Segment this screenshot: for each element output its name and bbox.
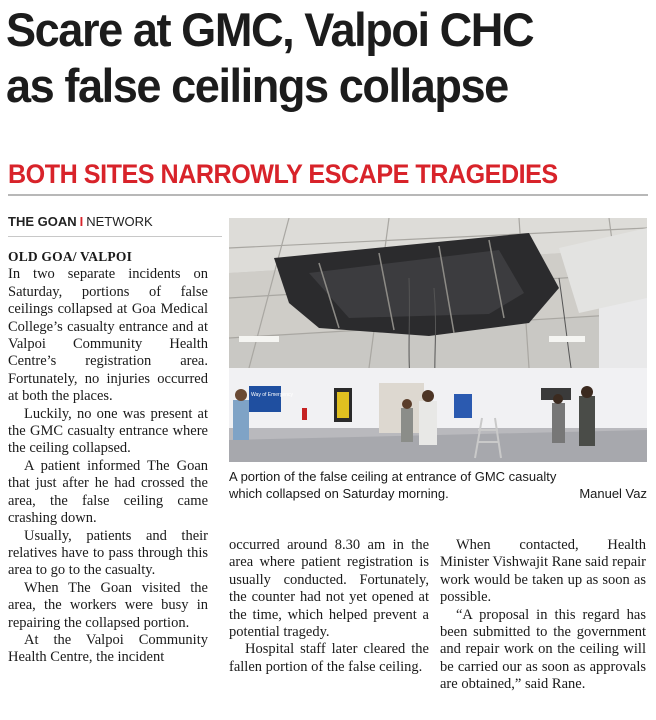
paragraph: When contacted, Health Minister Vishwajit Rane said repair work would be taken up as soon as possible.	[440, 537, 646, 606]
article-column-1	[8, 248, 208, 667]
paragraph: “A proposal in this regard has been submitted to the government and repair work on the ceiling will be carried our as soon as approvals are obtained,” said Rane.	[440, 606, 646, 693]
byline-section: NETWORK	[86, 214, 153, 229]
paragraph: When The Goan visited the area, the workers were busy in repairing the collapsed portion.	[8, 579, 208, 631]
paragraph: occurred around 8.30 am in the area where patient registration is usually conducted. Fortunately, the counter had not yet opened at the time, which helped prevent a potential tragedy.	[229, 537, 429, 641]
paragraph: Usually, patients and their relatives have to pass through this area to go to the casualty.	[8, 527, 208, 579]
caption-line-2: which collapsed on Saturday morning.	[229, 486, 449, 501]
subheadline: BOTH SITES NARROWLY ESCAPE TRAGEDIES	[8, 159, 558, 189]
emergency-sign-text: Way of Emergency	[251, 392, 294, 398]
byline-divider	[8, 236, 222, 237]
paragraph: A patient informed The Goan that just after he had crossed the area, the false ceiling came crashing down.	[8, 457, 208, 527]
subheadline-divider	[8, 194, 648, 196]
headline-line-1: Scare at GMC, Valpoi CHC	[6, 3, 534, 56]
ceiling-collapse-photo	[229, 218, 647, 462]
article-column-3	[440, 537, 646, 694]
article-column-2	[229, 537, 429, 676]
photo-caption	[229, 468, 647, 502]
byline-brand: THE GOAN	[8, 214, 77, 229]
paragraph: In two separate incidents on Saturday, portions of false ceilings collapsed at Goa Medical College’s casualty entrance and at Valpoi Community Health Centre’s registration area. Fortunately, no injuries occurred at both the places.	[8, 266, 208, 405]
dateline: OLD GOA/ VALPOI	[8, 249, 133, 264]
article-photo	[229, 218, 647, 462]
headline	[6, 2, 628, 114]
byline	[8, 214, 153, 230]
caption-line-1: A portion of the false ceiling at entrance of GMC casualty	[229, 469, 557, 484]
paragraph: Hospital staff later cleared the fallen portion of the false ceiling.	[229, 641, 429, 675]
headline-line-2: as false ceilings collapse	[6, 59, 508, 112]
paragraph: Luckily, no one was present at the GMC casualty entrance where the ceiling collapsed.	[8, 405, 208, 457]
byline-separator: I	[79, 214, 84, 229]
paragraph: At the Valpoi Community Health Centre, the incident	[8, 631, 208, 666]
photo-credit: Manuel Vaz	[579, 486, 647, 501]
